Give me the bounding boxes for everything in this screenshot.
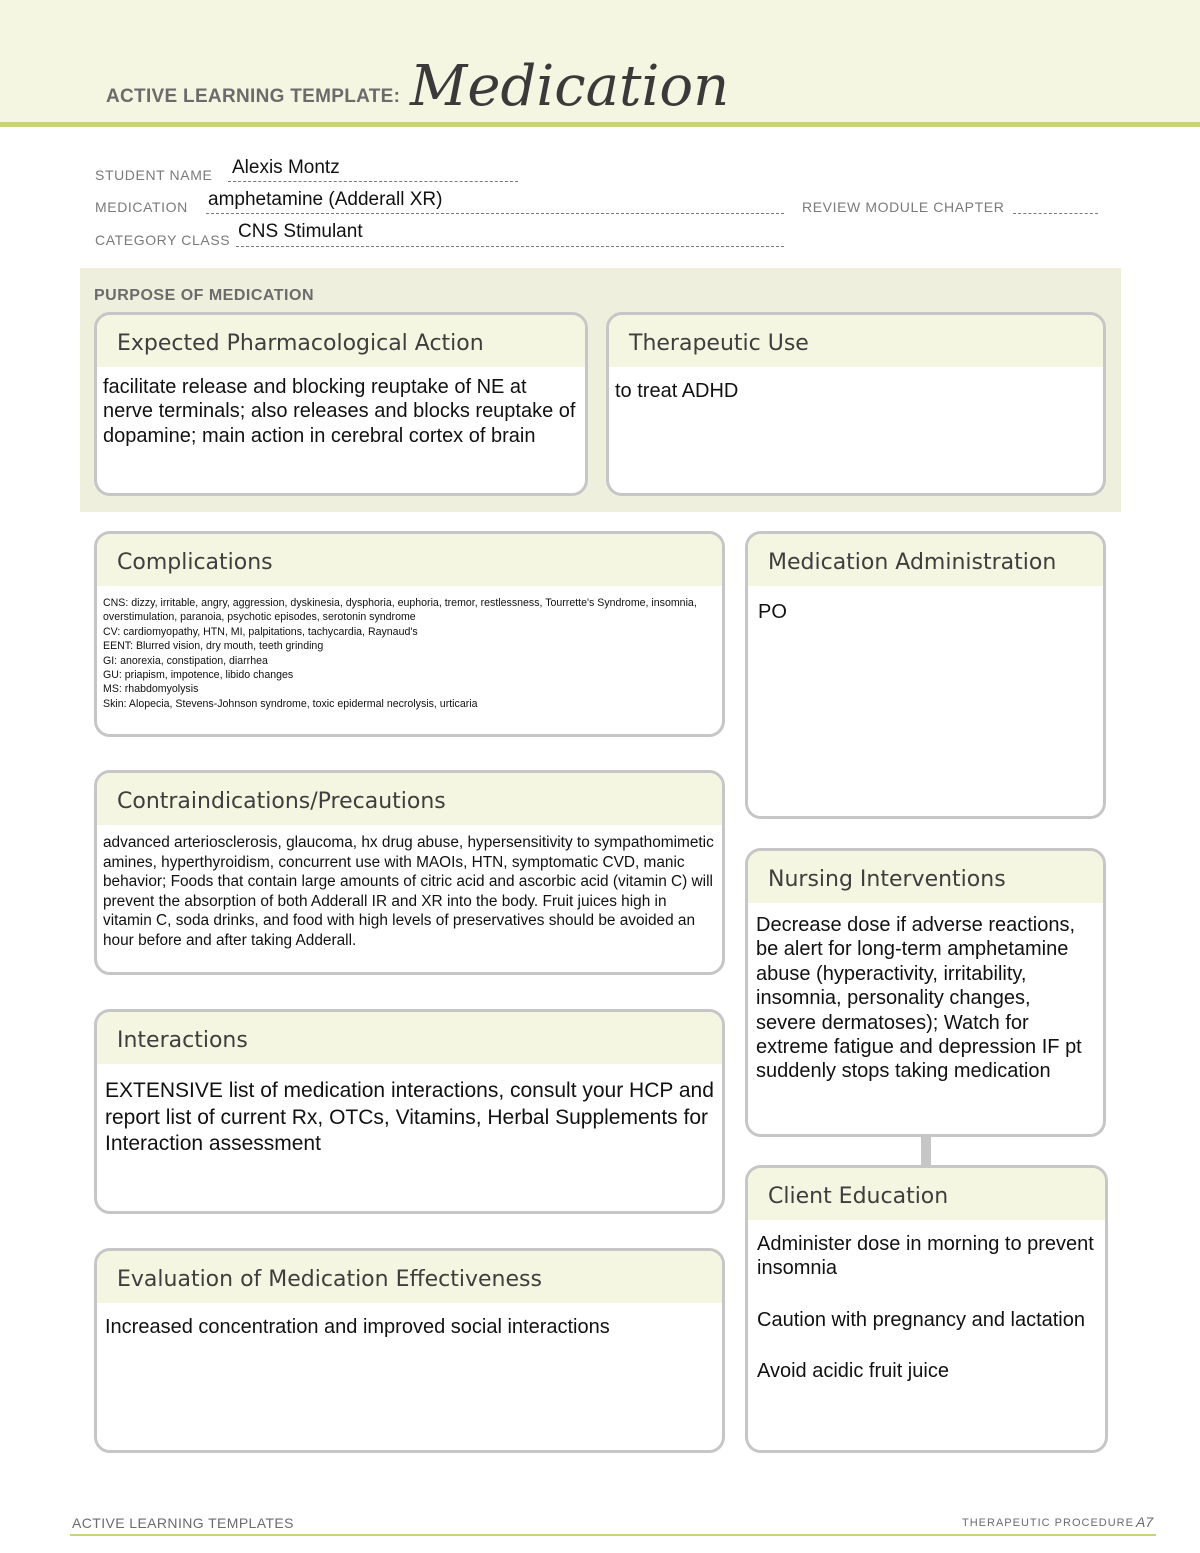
medication-value[interactable]: amphetamine (Adderall XR) <box>208 189 443 210</box>
template-label: ACTIVE LEARNING TEMPLATE: <box>106 86 401 107</box>
complications-text[interactable]: CNS: dizzy, irritable, angry, aggression, dyskinesia, dysphoria, euphoria, tremor, restlessness, Tourrette's Syndrome, insomnia, overstimulation, paranoia, psychotic episodes, serotonin syndrome CV: cardiomyopathy, HTN, MI, palpitations, tachycardia, Raynaud's EENT: Blurred vision, dry mouth, teeth grinding GI: anorexia, constipation, diarrhea GU: priapism, impotence, libido changes MS: rhabdomyolysis Skin: Alopecia, Stevens-Johnson syndrome, toxic epidermal necrolysis, urticaria <box>103 597 697 710</box>
complications-title: Complications <box>97 534 722 586</box>
review-module-line <box>1013 195 1098 214</box>
nursing-interventions-text[interactable]: Decrease dose if adverse reactions, be alert for long-term amphetamine abuse (hyperactivity, irritability, insomnia, personality changes, severe dermatoses); Watch for extreme fatigue and depression IF pt suddenly stops taking medication <box>756 914 1082 1083</box>
evaluation-card <box>94 1248 725 1453</box>
footer-divider <box>70 1534 1156 1536</box>
interactions-title: Interactions <box>97 1012 722 1064</box>
nursing-interventions-title: Nursing Interventions <box>748 851 1103 903</box>
medication-label: MEDICATION <box>95 199 188 215</box>
client-education-item[interactable]: Caution with pregnancy and lactation <box>757 1308 1085 1331</box>
category-class-value[interactable]: CNS Stimulant <box>238 221 363 242</box>
expected-action-title: Expected Pharmacological Action <box>97 315 585 367</box>
header-divider <box>0 122 1200 127</box>
category-class-label: CATEGORY CLASS <box>95 232 231 248</box>
administration-text[interactable]: PO <box>758 601 787 623</box>
footer-right: THERAPEUTIC PROCEDURE <box>962 1517 1134 1529</box>
client-education-item[interactable]: Avoid acidic fruit juice <box>757 1360 949 1383</box>
evaluation-text[interactable]: Increased concentration and improved social interactions <box>105 1316 610 1338</box>
connector-bar <box>921 1135 931 1167</box>
client-education-title: Client Education <box>748 1168 1105 1220</box>
therapeutic-use-text[interactable]: to treat ADHD <box>615 380 739 402</box>
therapeutic-use-title: Therapeutic Use <box>609 315 1103 367</box>
student-name-value[interactable]: Alexis Montz <box>232 157 340 178</box>
expected-action-card <box>94 312 588 496</box>
client-education-list <box>748 1220 1105 1384</box>
contraindications-text[interactable]: advanced arteriosclerosis, glaucoma, hx drug abuse, hypersensitivity to sympathomimetic amines, hyperthyroidism, concurrent use with MAOIs, HTN, symptomatic CVD, manic behavior; Foods that contain large amounts of citric acid and ascorbic acid (vitamin C) will prevent the absorption of both Adderall IR and XR into the body. Fruit juices high in vitamin C, soda drinks, and food with high levels of preservatives should be avoided an hour before and after taking Adderall. <box>103 834 714 949</box>
therapeutic-use-card <box>606 312 1106 496</box>
administration-card <box>745 531 1106 819</box>
nursing-interventions-card <box>745 848 1106 1137</box>
client-education-card <box>745 1165 1108 1453</box>
student-name-label: STUDENT NAME <box>95 167 213 183</box>
contraindications-title: Contraindications/Precautions <box>97 773 722 825</box>
purpose-title: PURPOSE OF MEDICATION <box>94 287 314 304</box>
client-education-item[interactable]: Administer dose in morning to prevent insomnia <box>757 1233 1094 1280</box>
contraindications-card <box>94 770 725 975</box>
interactions-card <box>94 1009 725 1214</box>
expected-action-text[interactable]: facilitate release and blocking reuptake of NE at nerve terminals; also releases and blocks reuptake of dopamine; main action in cerebral cortex of brain <box>103 376 576 447</box>
evaluation-title: Evaluation of Medication Effectiveness <box>97 1251 722 1303</box>
interactions-text[interactable]: EXTENSIVE list of medication interactions, consult your HCP and report list of current Rx, OTCs, Vitamins, Herbal Supplements for Interaction assessment <box>105 1079 714 1155</box>
administration-title: Medication Administration <box>748 534 1103 586</box>
complications-card <box>94 531 725 737</box>
page-title: Medication <box>410 54 730 119</box>
review-module-label: REVIEW MODULE CHAPTER <box>802 199 1005 215</box>
footer-page-number: A7 <box>1136 1514 1154 1530</box>
footer-left: ACTIVE LEARNING TEMPLATES <box>72 1515 294 1531</box>
